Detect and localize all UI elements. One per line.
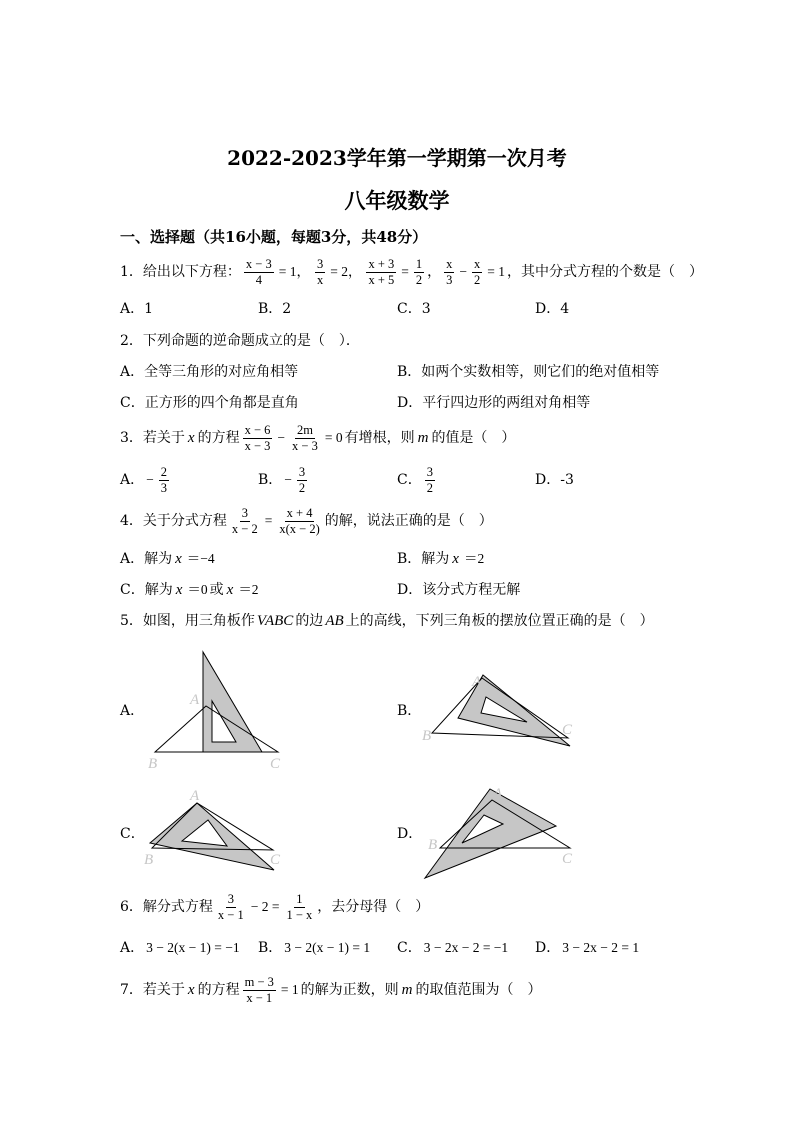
denominator: 1 − x — [286, 907, 313, 922]
q3-option-a — [120, 464, 172, 496]
denominator: 3 — [446, 272, 453, 287]
vertex-label-a: A — [472, 674, 482, 690]
vertex-label-b: B — [144, 852, 154, 868]
option-expression: 3 − 2(x − 1) = 1 — [284, 940, 371, 955]
vertex-label-b: B — [148, 756, 158, 772]
q7-lead: 7．若关于 — [120, 982, 185, 998]
option-variable: x — [175, 551, 182, 567]
denominator: x — [316, 272, 324, 287]
option-label: B． — [258, 472, 283, 488]
numerator: 3 — [426, 464, 433, 479]
question-3 — [120, 422, 515, 454]
q3-mid: 的方程 — [197, 430, 240, 446]
option-value: ＝2 — [463, 551, 485, 566]
option-label: A． — [120, 940, 145, 956]
option-value: ＝−4 — [186, 551, 215, 566]
exam-subtitle: 八年级数学 — [344, 188, 450, 213]
q6-lead: 6．解分式方程 — [120, 899, 213, 915]
q1-fraction-2 — [315, 258, 325, 287]
q6-fraction-1 — [216, 893, 246, 922]
option-label: D．该分式方程无解 — [397, 582, 521, 598]
vertex-label-c: C — [562, 851, 573, 867]
vertex-label-a: A — [190, 788, 200, 804]
q7-fraction-1 — [243, 976, 276, 1005]
q4-option-a — [120, 549, 217, 569]
figure-a — [148, 652, 281, 772]
q7-text-2: 的解为正数，则 — [300, 982, 399, 998]
option-value: ＝0 — [187, 582, 208, 597]
section-heading: 一、选择题（共16小题，每题3分，共48分） — [120, 228, 428, 246]
q7-mid: 的方程 — [197, 982, 240, 998]
q7-text-1: = 1 — [280, 982, 299, 997]
option-label: C． — [397, 940, 422, 956]
denominator: 2 — [298, 480, 306, 495]
denominator: x − 2 — [231, 521, 258, 536]
denominator: 2 — [415, 272, 423, 287]
option-sign: − — [284, 472, 292, 487]
q3-operator: − — [277, 430, 286, 445]
q4-option-b — [397, 549, 486, 569]
q1-text-3: = — [401, 264, 409, 279]
option-variable: x — [175, 582, 183, 598]
numerator: x + 3 — [368, 256, 395, 271]
q3-tail: 的值是（ ） — [431, 430, 516, 446]
option-expression: 3 − 2x − 2 = 1 — [562, 940, 640, 955]
q6-option-d — [535, 938, 641, 958]
denominator: 4 — [255, 272, 262, 287]
set-square-figures — [0, 640, 794, 890]
option-label: A． — [120, 472, 145, 488]
option-fraction — [425, 466, 435, 495]
denominator: x − 1 — [246, 990, 273, 1005]
numerator: x — [446, 256, 453, 271]
q3-option-d — [535, 464, 574, 496]
numerator: 3 — [241, 505, 248, 520]
q1-option-c: C．3 — [397, 301, 431, 317]
question-4 — [120, 505, 493, 537]
vertex-label-b: B — [422, 728, 432, 744]
denominator: x − 1 — [217, 907, 244, 922]
q1-text-5: − — [459, 264, 468, 279]
q6-text-1: − 2 = — [250, 899, 280, 914]
q1-lead: 1．给出以下方程： — [120, 264, 241, 280]
option-or: 或 — [209, 582, 224, 598]
q6-fraction-2 — [284, 893, 314, 922]
q3-text-1: = 0 — [324, 430, 343, 445]
option-value-2: ＝2 — [238, 582, 259, 597]
q3-fraction-1 — [243, 424, 273, 453]
q1-tail: ，其中分式方程的个数是（ ） — [507, 264, 704, 280]
numerator: x − 6 — [244, 422, 271, 437]
question-2: 2．下列命题的逆命题成立的是（ ）． — [120, 333, 360, 349]
q3-variable-m: m — [417, 430, 429, 446]
q6-tail: ，去分母得（ ） — [317, 899, 430, 915]
q2-option-a: A．全等三角形的对应角相等 — [120, 364, 299, 380]
option-label: C． — [397, 472, 422, 488]
option-variable-2: x — [226, 582, 234, 598]
question-6 — [120, 891, 429, 923]
q2-option-d: D．平行四边形的两组对角相等 — [397, 395, 591, 411]
q1-fraction-5 — [444, 258, 454, 287]
q6-option-c — [397, 938, 510, 958]
denominator: 3 — [160, 480, 167, 495]
option-fraction — [297, 466, 307, 495]
q1-fraction-6 — [472, 258, 482, 287]
figure-d — [425, 786, 573, 878]
vertex-label-a: A — [190, 692, 200, 708]
vertex-label-c: C — [562, 722, 573, 738]
figure-option-d-label: D． — [397, 826, 423, 842]
numerator: 3 — [298, 464, 306, 479]
question-7 — [120, 974, 541, 1006]
denominator: x − 3 — [292, 438, 318, 453]
denominator: 2 — [474, 272, 481, 287]
numerator: 1 — [415, 256, 423, 271]
q4-tail: 的解，说法正确的是（ ） — [324, 513, 493, 529]
numerator: 2m — [296, 422, 313, 437]
q4-option-c — [120, 580, 261, 600]
figure-c — [144, 788, 281, 870]
q5-segment-name: AB — [325, 613, 344, 629]
figure-option-c-label: C． — [120, 826, 145, 842]
q4-lead: 4．关于分式方程 — [120, 513, 227, 529]
denominator: x(x − 2) — [279, 521, 320, 536]
numerator: m − 3 — [244, 974, 274, 989]
q1-fraction-1 — [244, 258, 274, 287]
q7-variable-m: m — [401, 982, 413, 998]
vertex-label-c: C — [270, 756, 281, 772]
q6-option-b — [258, 938, 372, 958]
numerator: x — [474, 256, 481, 271]
option-label: A．解为 — [120, 551, 173, 567]
q3-fraction-2 — [290, 424, 320, 453]
option-expression: 3 − 2x − 2 = −1 — [423, 940, 509, 955]
figure-option-a-label: A． — [120, 703, 145, 719]
figure-option-b-label: B． — [397, 703, 422, 719]
option-label: D．-3 — [535, 472, 574, 488]
question-5 — [120, 611, 654, 631]
q1-text-4: ， — [427, 264, 442, 280]
set-square-d — [425, 789, 556, 878]
option-label: B．解为 — [397, 551, 450, 567]
numerator: 3 — [227, 891, 234, 906]
q3-lead: 3．若关于 — [120, 430, 185, 446]
q5-lead: 5．如图，用三角板作 — [120, 613, 255, 629]
q1-option-b: B．2 — [258, 301, 292, 317]
option-label: C．解为 — [120, 582, 173, 598]
numerator: 1 — [296, 891, 303, 906]
question-1 — [120, 256, 703, 288]
option-variable: x — [452, 551, 459, 567]
option-label: D． — [535, 940, 561, 956]
denominator: x − 3 — [244, 438, 271, 453]
vertex-label-a: A — [493, 786, 503, 802]
q3-option-b — [258, 464, 310, 496]
q2-option-b: B．如两个实数相等，则它们的绝对值相等 — [397, 364, 660, 380]
q3-option-c — [397, 464, 438, 496]
q4-fraction-1 — [230, 507, 260, 536]
numerator: 3 — [316, 256, 324, 271]
q5-tail: 上的高线，下列三角板的摆放位置正确的是（ ） — [345, 613, 654, 629]
option-fraction — [159, 466, 169, 495]
option-label: B． — [258, 940, 283, 956]
numerator: x − 3 — [245, 256, 272, 271]
vertex-label-c: C — [270, 852, 281, 868]
denominator: 2 — [426, 480, 433, 495]
q1-text-2: = 2， — [330, 264, 362, 279]
q2-option-c: C．正方形的四个角都是直角 — [120, 395, 299, 411]
option-sign: − — [146, 472, 154, 487]
q4-fraction-2 — [277, 507, 321, 536]
q1-text-1: = 1， — [278, 264, 310, 279]
q5-mid: 的边 — [295, 613, 324, 629]
denominator: x + 5 — [368, 272, 395, 287]
q3-text-2: 有增根，则 — [344, 430, 415, 446]
q1-option-d: D．4 — [535, 301, 570, 317]
vertex-label-b: B — [428, 837, 438, 853]
q1-fraction-4 — [414, 258, 424, 287]
q5-triangle-name: VABC — [256, 613, 294, 629]
q6-option-a — [120, 938, 242, 958]
q1-fraction-3 — [366, 258, 396, 287]
numerator: x + 4 — [286, 505, 313, 520]
q7-tail: 的取值范围为（ ） — [415, 982, 542, 998]
q1-text-6: = 1 — [487, 264, 506, 279]
q3-variable-x: x — [187, 430, 195, 446]
numerator: 2 — [160, 464, 167, 479]
figure-b — [422, 674, 573, 746]
q1-option-a: A．1 — [120, 301, 154, 317]
option-expression: 3 − 2(x − 1) = −1 — [146, 940, 240, 955]
exam-title: 2022-2023学年第一学期第一次月考 — [227, 146, 567, 170]
q4-equals: = — [264, 513, 273, 528]
q7-variable-x: x — [187, 982, 195, 998]
q4-option-d — [397, 580, 520, 600]
